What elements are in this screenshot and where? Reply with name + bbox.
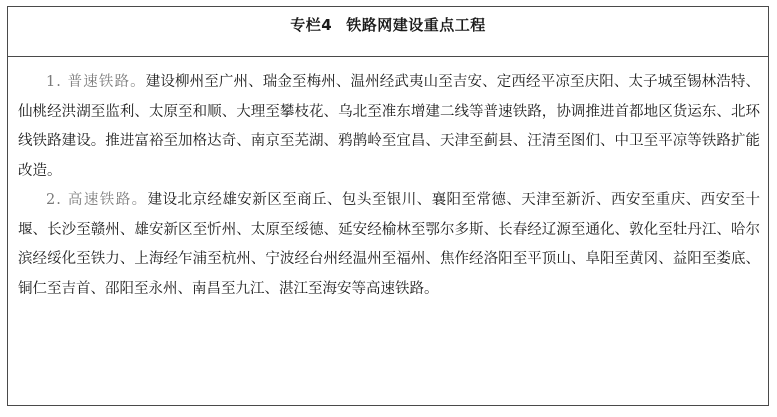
box-label: 专栏4 [290, 16, 333, 34]
box-title: 铁路网建设重点工程 [346, 16, 486, 34]
paragraph-lead: 1. 普速铁路。 [46, 74, 146, 90]
paragraph-high-speed-rail [18, 186, 760, 304]
paragraph-text: 建设北京经雄安新区至商丘、包头至银川、襄阳至常德、天津至新沂、西安至重庆、西安至十堰、长沙至赣州、雄安新区至忻州、太原至绥德、延安经榆林至鄂尔多斯、长春经辽源至通化、敦化至牡丹江、哈尔滨经绥化至铁力、上海经乍浦至杭州、宁波经台州经温州至福州、焦作经洛阳至平顶山、阜阳至黄冈、益阳至娄底、铜仁至吉首、邵阳至永州、南昌至九江、湛江至海安等高速铁路。 [18, 192, 760, 297]
paragraph-lead: 2. 高速铁路。 [46, 192, 148, 208]
box-content [8, 57, 768, 304]
feature-box [7, 6, 769, 406]
paragraph-text: 建设柳州至广州、瑞金至梅州、温州经武夷山至吉安、定西经平凉至庆阳、太子城至锡林浩特、仙桃经洪湖至监利、太原至和顺、大理至攀枝花、乌北至准东增建二线等普速铁路，协调推进首都地区货运东、北环线铁路建设。推进富裕至加格达奇、南京至芜湖、鸦鹊岭至宜昌、天津至蓟县、汪清至图们、中卫至平凉等铁路扩能改造。 [18, 74, 760, 179]
paragraph-conventional-rail [18, 68, 760, 186]
box-header [8, 7, 768, 57]
